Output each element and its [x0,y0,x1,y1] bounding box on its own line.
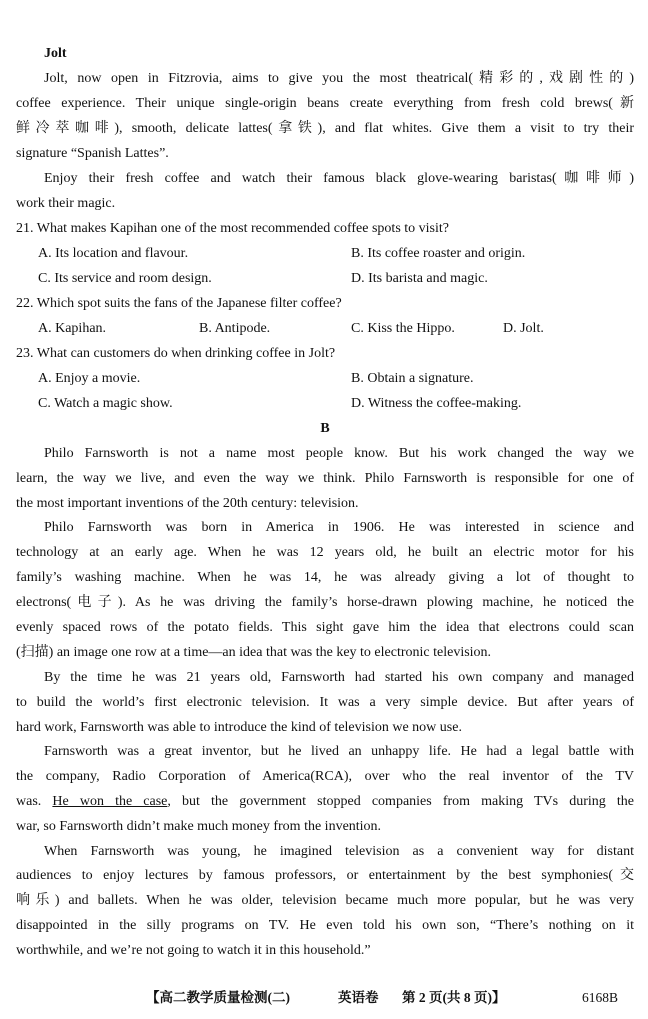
question-21-option-a[interactable]: A. Its location and flavour. [38,246,189,261]
question-22-options-row [16,318,634,340]
question-21-stem: 21. What makes Kapihan one of the most recommended coffee spots to visit? [16,221,449,236]
question-22-option-b[interactable]: B. Antipode. [199,321,271,336]
footer-subject: 英语卷 [338,990,379,1005]
passage-b-p5-line5: worthwhile, and we’re not going to watch it in this household.” [16,943,371,958]
page-footer [16,987,634,1009]
question-22-option-a[interactable]: A. Kapihan. [38,321,107,336]
jolt-para1-line1: Jolt, now open in Fitzrovia, aims to give you the most theatrical(精彩的,戏剧性的) [44,71,634,86]
jolt-heading: Jolt [44,46,67,61]
question-23-options-row1 [16,368,634,390]
footer-code: 6168B [582,990,619,1005]
passage-b-p1-line2: learn, the way we live, and even the way we think. Philo Farnsworth is responsible for one of [16,471,634,486]
passage-b-p1-line3: the most important inventions of the 20th century: television. [16,496,359,511]
question-21-option-d[interactable]: D. Its barista and magic. [351,271,488,286]
passage-b-p5-line4: disappointed in the silly programs on TV. He even told his own son, “There’s nothing on it [16,918,634,933]
passage-b-p2-line5: evenly spaced rows of the potato fields. This sight gave him the idea that electrons could scan [16,620,634,635]
passage-b-p3-line3: hard work, Farnsworth was able to introduce the kind of television we now use. [16,720,462,735]
question-23-option-d[interactable]: D. Witness the coffee-making. [351,396,522,411]
passage-b-p4-line4: war, so Farnsworth didn’t make much money from the invention. [16,819,382,834]
question-21-options-row2 [16,268,634,290]
footer-page-number: 第 2 页(共 8 页)】 [402,990,506,1005]
passage-b-p4-line3-end: , but the government stopped companies from making TVs during the [167,794,634,809]
jolt-para2-line1: Enjoy their fresh coffee and watch their famous black glove-wearing baristas(咖啡师) [44,171,634,186]
passage-b-p5-line1: When Farnsworth was young, he imagined television as a convenient way for distant [44,844,634,859]
passage-b-p2-line4: electrons(电子). As he was driving the family’s horse-drawn plowing machine, he noticed the [16,595,634,610]
passage-b-p1-line1: Philo Farnsworth is not a name most people know. But his work changed the way we [44,446,634,461]
jolt-para1-line4: signature “Spanish Lattes”. [16,146,169,161]
passage-b-p3-line2: to build the world’s first electronic television. It was a very simple device. But after years of [16,695,634,710]
question-23-stem: 23. What can customers do when drinking coffee in Jolt? [16,346,336,361]
passage-b-p3-line1: By the time he was 21 years old, Farnsworth had started his own company and managed [44,670,634,685]
question-22-option-d[interactable]: D. Jolt. [503,321,544,336]
section-b-label: B [320,421,330,436]
passage-b-p4-line3 [16,791,634,813]
passage-b-p2-line3: family’s washing machine. When he was 14, he was already giving a lot of thought to [16,570,634,585]
passage-b-p2-line2: technology at an early age. When he was 12 years old, he built an electric motor for his [16,545,634,560]
question-23-option-a[interactable]: A. Enjoy a movie. [38,371,141,386]
question-23-options-row2 [16,393,634,415]
footer-exam-title: 【高二教学质量检测(二) [146,990,290,1005]
jolt-para1-line2: coffee experience. Their unique single-origin beans create everything from fresh cold brews(新 [16,96,634,111]
question-22-stem: 22. Which spot suits the fans of the Japanese filter coffee? [16,296,342,311]
question-21-option-c[interactable]: C. Its service and room design. [38,271,212,286]
passage-b-p2-line1: Philo Farnsworth was born in America in 1906. He was interested in science and [44,520,634,535]
passage-b-p5-line2: audiences to enjoy lectures by famous professors, or entertainment by the best symphonies(交 [16,868,634,883]
jolt-para1-line3: 鲜冷萃咖啡), smooth, delicate lattes(拿铁), and flat whites. Give them a visit to try their [16,121,634,136]
passage-b-p4-line2: the company, Radio Corporation of America(RCA), over who the real inventor of the TV [16,769,634,784]
question-21-options-row1 [16,243,634,265]
passage-b-p2-line6: (扫描) an image one row at a time—an idea that was the key to electronic television. [16,645,492,660]
question-21-option-b[interactable]: B. Its coffee roaster and origin. [351,246,526,261]
underlined-phrase: He won the case [52,794,168,809]
passage-b-p4-line3-start: was. [16,794,42,809]
question-23-option-c[interactable]: C. Watch a magic show. [38,396,173,411]
question-23-option-b[interactable]: B. Obtain a signature. [351,371,474,386]
passage-b-p4-line1: Farnsworth was a great inventor, but he lived an unhappy life. He had a legal battle with [44,744,634,759]
jolt-para2-line2: work their magic. [16,196,116,211]
question-22-option-c[interactable]: C. Kiss the Hippo. [351,321,455,336]
passage-b-p5-line3: 响乐) and ballets. When he was older, television became much more popular, but he was very [16,893,634,908]
